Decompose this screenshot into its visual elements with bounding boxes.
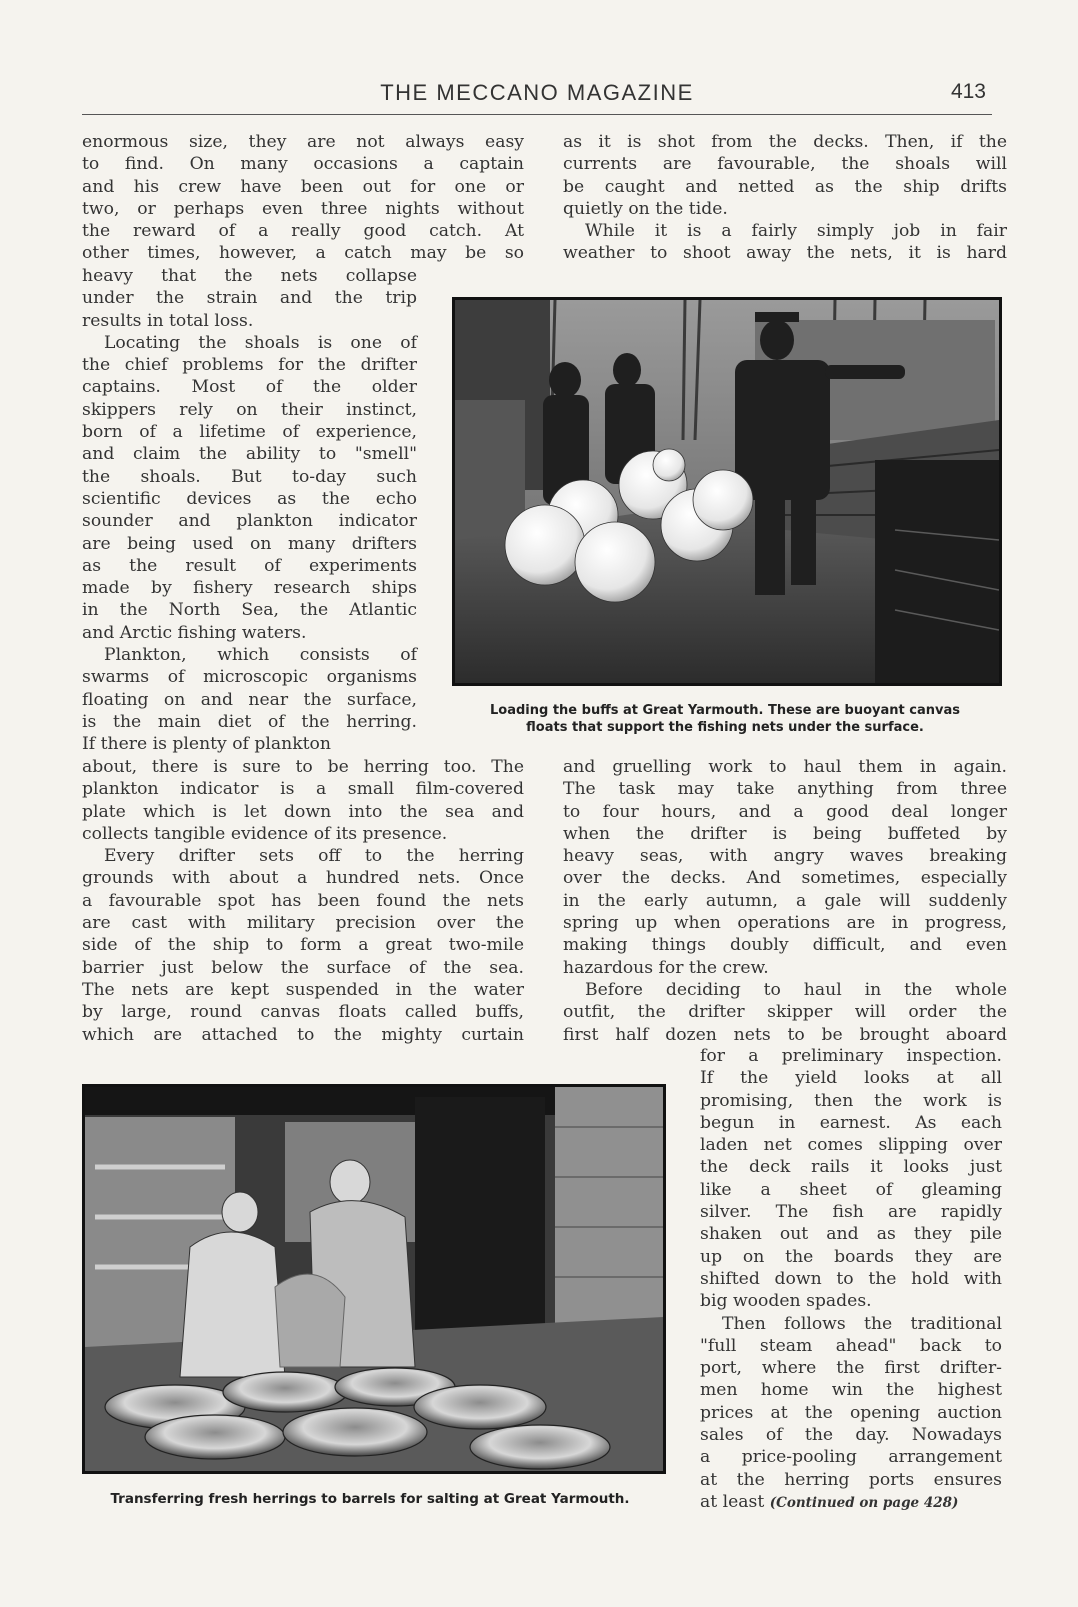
text-line: barrier just below the surface of the sea. <box>82 957 524 978</box>
column-2-middle-text <box>563 756 1007 1046</box>
text-line: the reward of a really good catch. At <box>82 221 524 242</box>
text-line: plate which is let down into the sea and <box>82 801 524 822</box>
text-line: collects tangible evidence of its presence. <box>82 823 448 844</box>
text-line: promising, then the work is <box>700 1090 1002 1111</box>
text-line: Plankton, which consists of <box>104 645 417 666</box>
text-line: the shoals. But to-day such <box>82 466 417 487</box>
caption-line: floats that support the fishing nets under the surface. <box>526 720 924 735</box>
text-line: making things doubly difficult, and even <box>563 935 1007 956</box>
text-line: the chief problems for the drifter <box>82 355 417 376</box>
page-header <box>82 78 992 115</box>
text-line: heavy seas, with angry waves breaking <box>563 846 1007 867</box>
page-number: 413 <box>950 80 986 103</box>
text-line: about, there is sure to be herring too. The <box>82 757 524 777</box>
text-line: to four hours, and a good deal longer <box>563 801 1007 822</box>
text-line: over the decks. And sometimes, especially <box>563 868 1007 889</box>
text-line: a favourable spot has been found the nets <box>82 890 524 911</box>
text-line: other times, however, a catch may be so <box>82 243 524 264</box>
text-line: If the yield looks at all <box>700 1068 1002 1089</box>
text-line: The task may take anything from three <box>563 779 1007 800</box>
text-line: enormous size, they are not always easy <box>82 132 524 152</box>
column-1-narrow-text <box>82 265 417 756</box>
text-line: under the strain and the trip <box>82 288 417 309</box>
photo-transferring-herrings <box>82 1084 666 1474</box>
text-line: quietly on the tide. <box>563 198 728 219</box>
text-line: side of the ship to form a great two-mile <box>82 935 524 956</box>
text-line: are being used on many drifters <box>82 533 417 554</box>
text-line: port, where the first drifter- <box>700 1358 1002 1379</box>
caption-transferring-herrings: Transferring fresh herrings to barrels for salting at Great Yarmouth. <box>110 1491 630 1507</box>
text-line: to find. On many occasions a captain <box>82 154 524 175</box>
text-line: big wooden spades. <box>700 1291 872 1312</box>
text-line: grounds with about a hundred nets. Once <box>82 868 524 889</box>
text-line: up on the boards they are <box>700 1246 1002 1267</box>
text-line: Then follows the traditional <box>722 1313 1002 1334</box>
text-line: men home win the highest <box>700 1380 1002 1401</box>
continued-note: (Continued on page 428) <box>769 1495 959 1511</box>
last-line-text: at least <box>700 1492 765 1512</box>
text-line: If there is plenty of plankton <box>82 734 331 755</box>
text-line: Locating the shoals is one of <box>104 332 417 353</box>
column-2-narrow-text <box>700 1045 1002 1491</box>
column-2-last-line <box>700 1491 1010 1514</box>
text-line: in the North Sea, the Atlantic <box>82 600 417 621</box>
text-line: currents are favourable, the shoals will <box>563 154 1007 175</box>
text-line: is the main diet of the herring. <box>82 711 417 732</box>
text-line: made by fishery research ships <box>82 578 417 599</box>
text-line: are cast with military precision over the <box>82 913 524 934</box>
text-line: first half dozen nets to be brought aboard <box>563 1024 1007 1045</box>
text-line: when the drifter is being buffeted by <box>563 823 1007 844</box>
text-line: plankton indicator is a small film-covered <box>82 779 524 800</box>
text-line: weather to shoot away the nets, it is hard <box>563 243 1007 264</box>
text-line: as it is shot from the decks. Then, if the <box>563 132 1007 152</box>
column-1-top-text <box>82 131 524 265</box>
text-line: spring up when operations are in progress, <box>563 913 1007 934</box>
text-line: and claim the ability to "smell" <box>82 444 417 465</box>
text-line: captains. Most of the older <box>82 377 417 398</box>
text-line: shaken out and as they pile <box>700 1224 1002 1245</box>
text-line: skippers rely on their instinct, <box>82 399 417 420</box>
text-line: The nets are kept suspended in the water <box>82 979 524 1000</box>
text-line: sounder and plankton indicator <box>82 511 417 532</box>
caption-loading-buffs <box>445 702 1005 736</box>
text-line: and his crew have been out for one or <box>82 176 524 197</box>
text-line: and gruelling work to haul them in again. <box>563 757 1007 777</box>
column-1-bottom-text <box>82 756 524 1046</box>
text-line: as the result of experiments <box>82 555 417 576</box>
text-line: which are attached to the mighty curtain <box>82 1024 524 1045</box>
text-line: in the early autumn, a gale will suddenly <box>563 890 1007 911</box>
magazine-title: THE MECCANO MAGAZINE <box>380 80 694 105</box>
text-line: hazardous for the crew. <box>563 957 769 978</box>
text-line: like a sheet of gleaming <box>700 1179 1002 1200</box>
text-line: shifted down to the hold with <box>700 1268 1002 1289</box>
text-line: prices at the opening auction <box>700 1402 1002 1423</box>
text-line: Before deciding to haul in the whole <box>585 979 1007 1000</box>
text-line: be caught and netted as the ship drifts <box>563 176 1007 197</box>
caption-line: Loading the buffs at Great Yarmouth. These are buoyant canvas <box>490 703 960 718</box>
text-line: outfit, the drifter skipper will order the <box>563 1002 1007 1023</box>
text-line: begun in earnest. As each <box>700 1112 1002 1133</box>
text-line: for a preliminary inspection. <box>700 1046 1002 1066</box>
text-line: floating on and near the surface, <box>82 689 417 710</box>
column-2-top-text <box>563 131 1007 265</box>
text-line: by large, round canvas floats called buffs, <box>82 1002 524 1023</box>
text-line: scientific devices as the echo <box>82 488 417 509</box>
text-line: a price-pooling arrangement <box>700 1447 1002 1468</box>
text-line: at the herring ports ensures <box>700 1469 1002 1490</box>
text-line: two, or perhaps even three nights without <box>82 198 524 219</box>
text-line: heavy that the nets collapse <box>82 266 417 286</box>
text-line: sales of the day. Nowadays <box>700 1425 1002 1446</box>
photo-loading-buffs <box>452 297 1002 686</box>
text-line: While it is a fairly simply job in fair <box>585 221 1007 242</box>
text-line: results in total loss. <box>82 310 254 331</box>
text-line: the deck rails it looks just <box>700 1157 1002 1178</box>
text-line: laden net comes slipping over <box>700 1135 1002 1156</box>
text-line: silver. The fish are rapidly <box>700 1202 1002 1223</box>
text-line: "full steam ahead" back to <box>700 1335 1002 1356</box>
text-line: Every drifter sets off to the herring <box>104 846 524 867</box>
text-line: born of a lifetime of experience, <box>82 422 417 443</box>
text-line: swarms of microscopic organisms <box>82 667 417 688</box>
text-line: and Arctic fishing waters. <box>82 622 307 643</box>
